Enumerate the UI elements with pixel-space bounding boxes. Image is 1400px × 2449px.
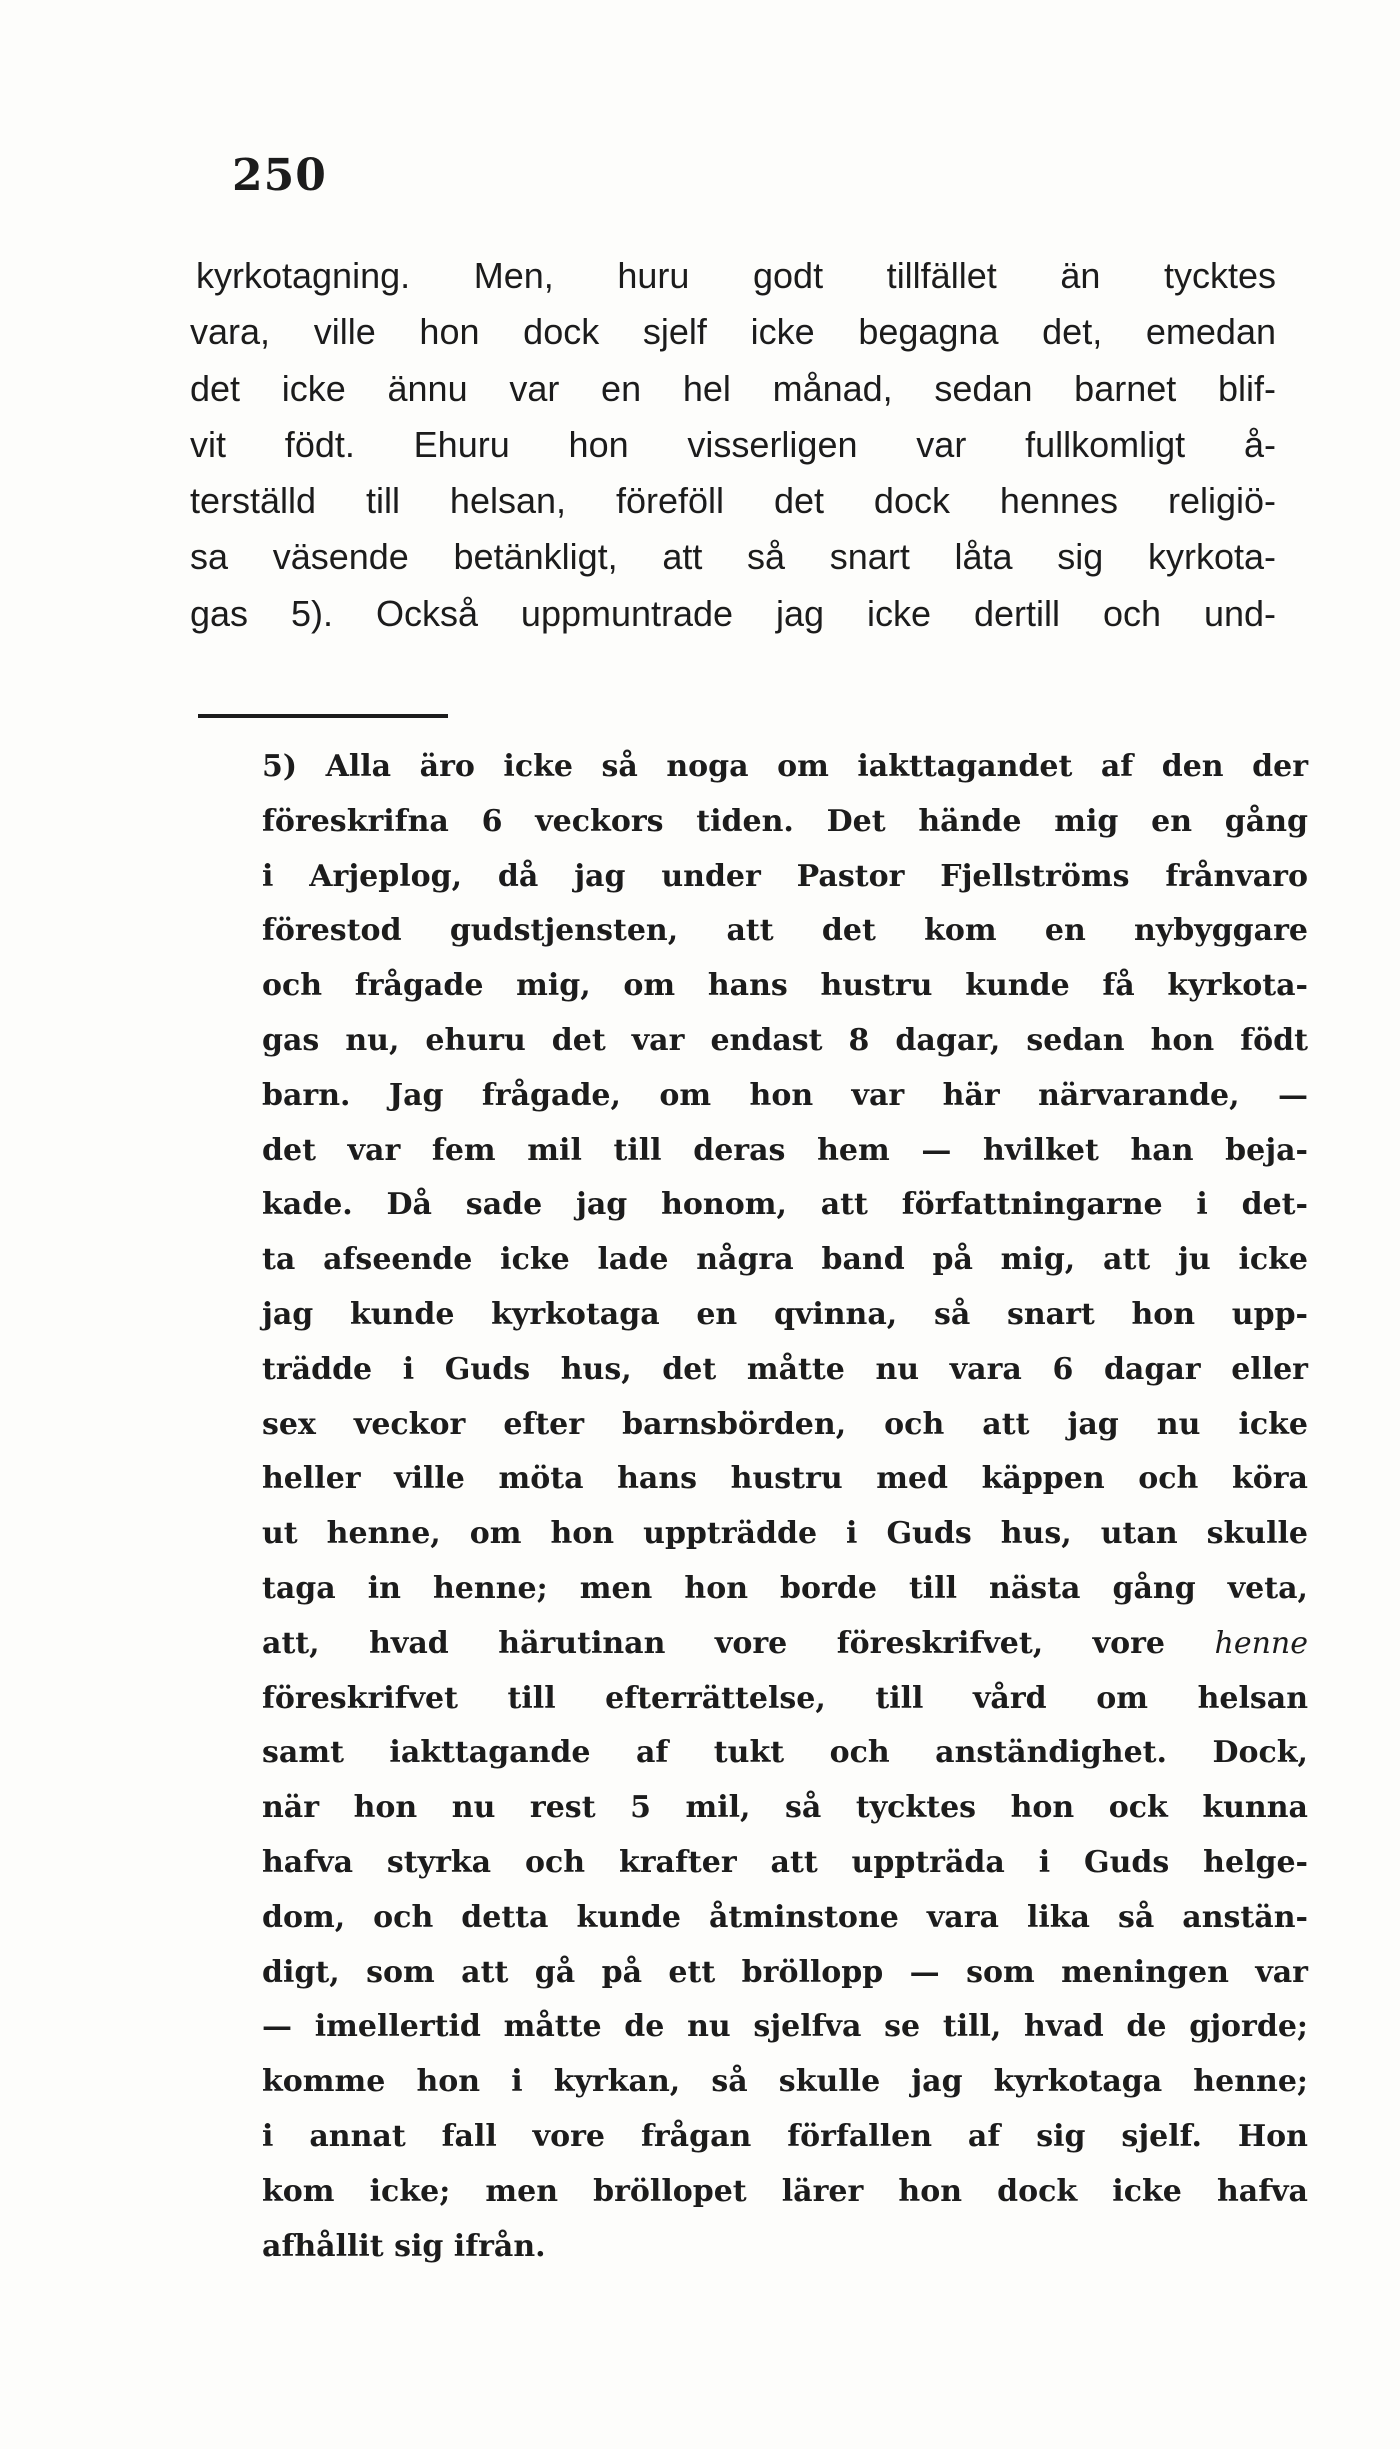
footnote-line: trädde i Guds hus, det måtte nu vara 6 dagar eller	[262, 1351, 1308, 1387]
page-number: 250	[232, 150, 327, 201]
footnote-line: hafva styrka och krafter att uppträda i Guds helge-	[262, 1844, 1308, 1880]
footnote-line: komme hon i kyrkan, så skulle jag kyrkotaga henne;	[262, 2064, 1308, 2100]
footnote-line: dom, och detta kunde åtminstone vara lika så anstän-	[262, 1899, 1308, 1935]
body-line: vit födt. Ehuru hon visserligen var fullkomligt å-	[190, 423, 1276, 465]
footnote-line: barn. Jag frågade, om hon var här närvarande, —	[262, 1077, 1308, 1113]
body-text	[190, 248, 1276, 642]
footnote-line: heller ville möta hans hustru med käppen och köra	[262, 1461, 1308, 1497]
footnote-line: gas nu, ehuru det var endast 8 dagar, sedan hon födt	[262, 1022, 1308, 1058]
footnote-line: taga in henne; men hon borde till nästa gång veta,	[262, 1570, 1308, 1606]
footnote-line: förestod gudstjensten, att det kom en nybyggare	[262, 913, 1308, 949]
body-line: det icke ännu var en hel månad, sedan barnet blif-	[190, 367, 1276, 409]
footnote-line: kade. Då sade jag honom, att författningarne i det-	[262, 1187, 1308, 1223]
footnote-line: i Arjeplog, då jag under Pastor Fjellströms frånvaro	[262, 858, 1308, 894]
footnote-separator	[198, 714, 448, 718]
footnote-line: det var fem mil till deras hem — hvilket han beja-	[262, 1132, 1308, 1168]
footnote-line: och frågade mig, om hans hustru kunde få kyrkota-	[262, 968, 1308, 1004]
footnote-line: — imellertid måtte de nu sjelfva se till, hvad de gjorde;	[262, 2009, 1308, 2045]
footnote-line: afhållit sig ifrån.	[262, 2228, 546, 2264]
body-line: sa väsende betänkligt, att så snart låta sig kyrkota-	[190, 536, 1276, 578]
footnote-line: jag kunde kyrkotaga en qvinna, så snart hon upp-	[262, 1296, 1308, 1332]
footnote-line: i annat fall vore frågan förfallen af sig sjelf. Hon	[262, 2118, 1308, 2154]
footnote	[262, 740, 1308, 2274]
footnote-line: ta afseende icke lade några band på mig, att ju icke	[262, 1242, 1308, 1278]
footnote-line: när hon nu rest 5 mil, så tycktes hon ock kunna	[262, 1790, 1308, 1826]
footnote-line: kom icke; men bröllopet lärer hon dock icke hafva	[262, 2173, 1308, 2209]
body-line: terställd till helsan, föreföll det dock hennes religiö-	[190, 480, 1276, 522]
footnote-line: ut henne, om hon uppträdde i Guds hus, utan skulle	[262, 1516, 1308, 1552]
footnote-line: digt, som att gå på ett bröllopp — som meningen var	[262, 1954, 1308, 1990]
footnote-line: samt iakttagande af tukt och anständighet. Dock,	[262, 1735, 1308, 1771]
footnote-line: föreskrifna 6 veckors tiden. Det hände mig en gång	[262, 803, 1308, 839]
body-line: kyrkotagning. Men, huru godt tillfället än tycktes	[196, 255, 1276, 296]
body-line: gas 5). Också uppmuntrade jag icke dertill och und-	[190, 592, 1276, 634]
footnote-line: föreskrifvet till efterrättelse, till vård om helsan	[262, 1680, 1308, 1716]
footnote-line: att, hvad härutinan vore föreskrifvet, vore henne	[262, 1625, 1308, 1661]
body-line: vara, ville hon dock sjelf icke begagna det, emedan	[190, 311, 1276, 353]
footnote-line: 5) Alla äro icke så noga om iakttagandet af den der	[262, 749, 1308, 784]
footnote-line: sex veckor efter barnsbörden, och att jag nu icke	[262, 1406, 1308, 1442]
